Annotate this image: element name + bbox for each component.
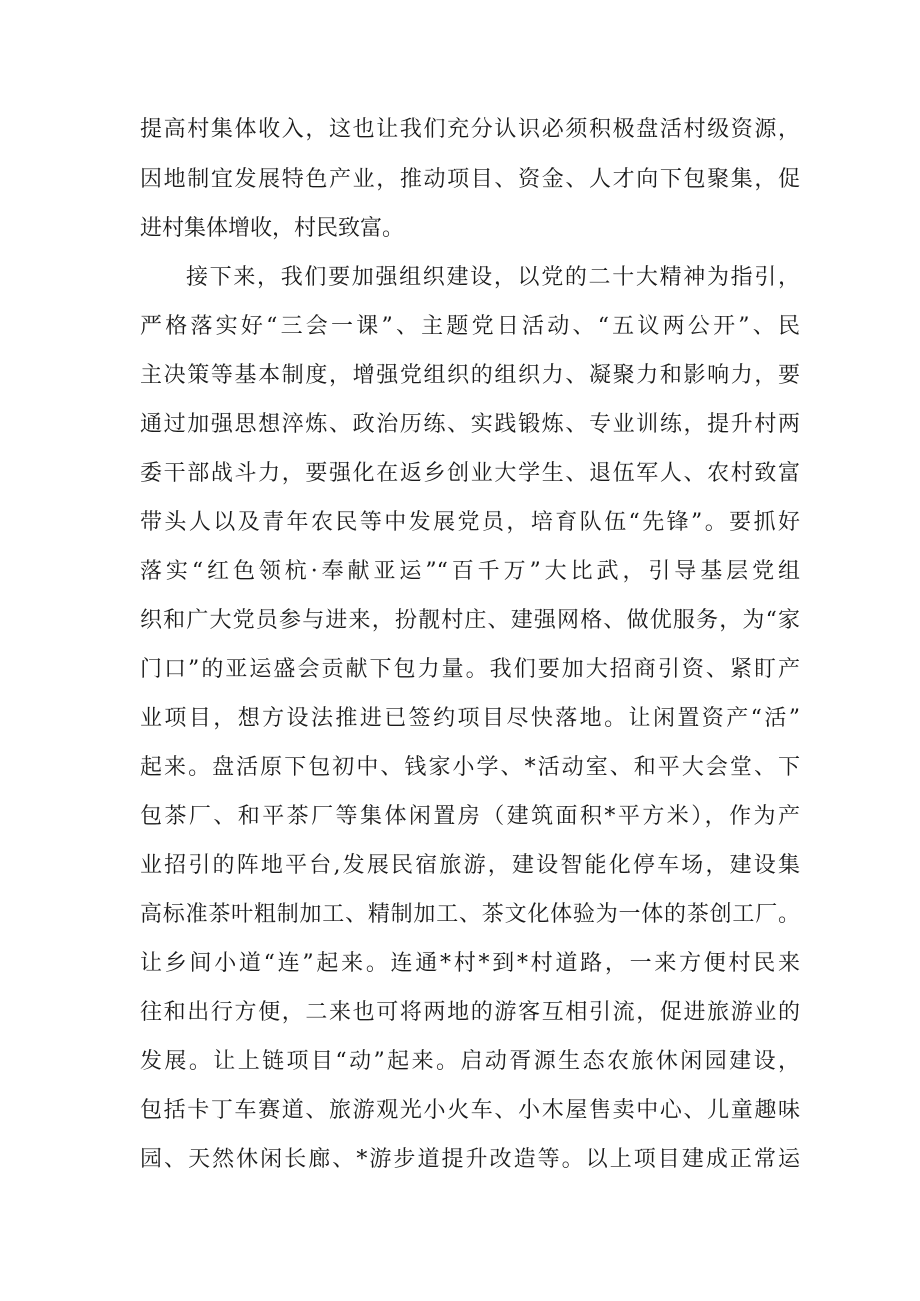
- paragraph-2-line-4: 通过加强思想淬炼、政治历练、实践锻炼、专业训练，提升村两: [140, 412, 800, 437]
- paragraph-2-line-7: 落实“红色领杭·奉献亚运”“百千万”大比武，引导基层党组: [140, 559, 800, 584]
- paragraph-2-line-15: 让乡间小道“连”起来。连通*村*到*村道路，一来方便村民来: [140, 951, 800, 976]
- paragraph-2-line-13: 业招引的阵地平台,发展民宿旅游，建设智能化停车场，建设集: [140, 853, 800, 878]
- paragraph-2-line-2: 严格落实好“三会一课”、主题党日活动、“五议两公开”、民: [140, 314, 800, 339]
- paragraph-2-line-3: 主决策等基本制度，增强党组织的组织力、凝聚力和影响力，要: [140, 363, 800, 388]
- paragraph-2-line-1: 接下来，我们要加强组织建设，以党的二十大精神为指引，: [186, 265, 800, 290]
- paragraph-2-line-19: 园、天然休闲长廊、*游步道提升改造等。以上项目建成正常运: [140, 1147, 800, 1172]
- paragraph-2-line-6: 带头人以及青年农民等中发展党员，培育队伍“先锋”。要抓好: [140, 510, 800, 535]
- paragraph-1-line-1: 提高村集体收入，这也让我们充分认识必须积极盘活村级资源，: [140, 117, 800, 142]
- paragraph-2-line-16: 往和出行方便，二来也可将两地的游客互相引流，促进旅游业的: [140, 1000, 800, 1025]
- paragraph-2-line-5: 委干部战斗力，要强化在返乡创业大学生、退伍军人、农村致富: [140, 461, 800, 486]
- paragraph-1-line-3: 进村集体增收，村民致富。: [140, 216, 405, 241]
- paragraph-2-line-9: 门口”的亚运盛会贡献下包力量。我们要加大招商引资、紧盯产: [140, 657, 800, 682]
- paragraph-2-line-18: 包括卡丁车赛道、旅游观光小火车、小木屋售卖中心、儿童趣味: [140, 1098, 800, 1123]
- paragraph-2-line-10: 业项目，想方设法推进已签约项目尽快落地。让闲置资产“活”: [140, 706, 800, 731]
- paragraph-2-line-8: 织和广大党员参与进来，扮靓村庄、建强网格、做优服务，为“家: [140, 608, 800, 633]
- paragraph-2-line-11: 起来。盘活原下包初中、钱家小学、*活动室、和平大会堂、下: [140, 755, 800, 780]
- paragraph-2-line-12: 包茶厂、和平茶厂等集体闲置房（建筑面积*平方米），作为产: [140, 804, 800, 829]
- paragraph-1-line-2: 因地制宜发展特色产业，推动项目、资金、人才向下包聚集，促: [140, 167, 800, 192]
- paragraph-2-line-14: 高标准茶叶粗制加工、精制加工、茶文化体验为一体的茶创工厂。: [140, 902, 800, 927]
- paragraph-2-line-17: 发展。让上链项目“动”起来。启动胥源生态农旅休闲园建设，: [140, 1049, 800, 1074]
